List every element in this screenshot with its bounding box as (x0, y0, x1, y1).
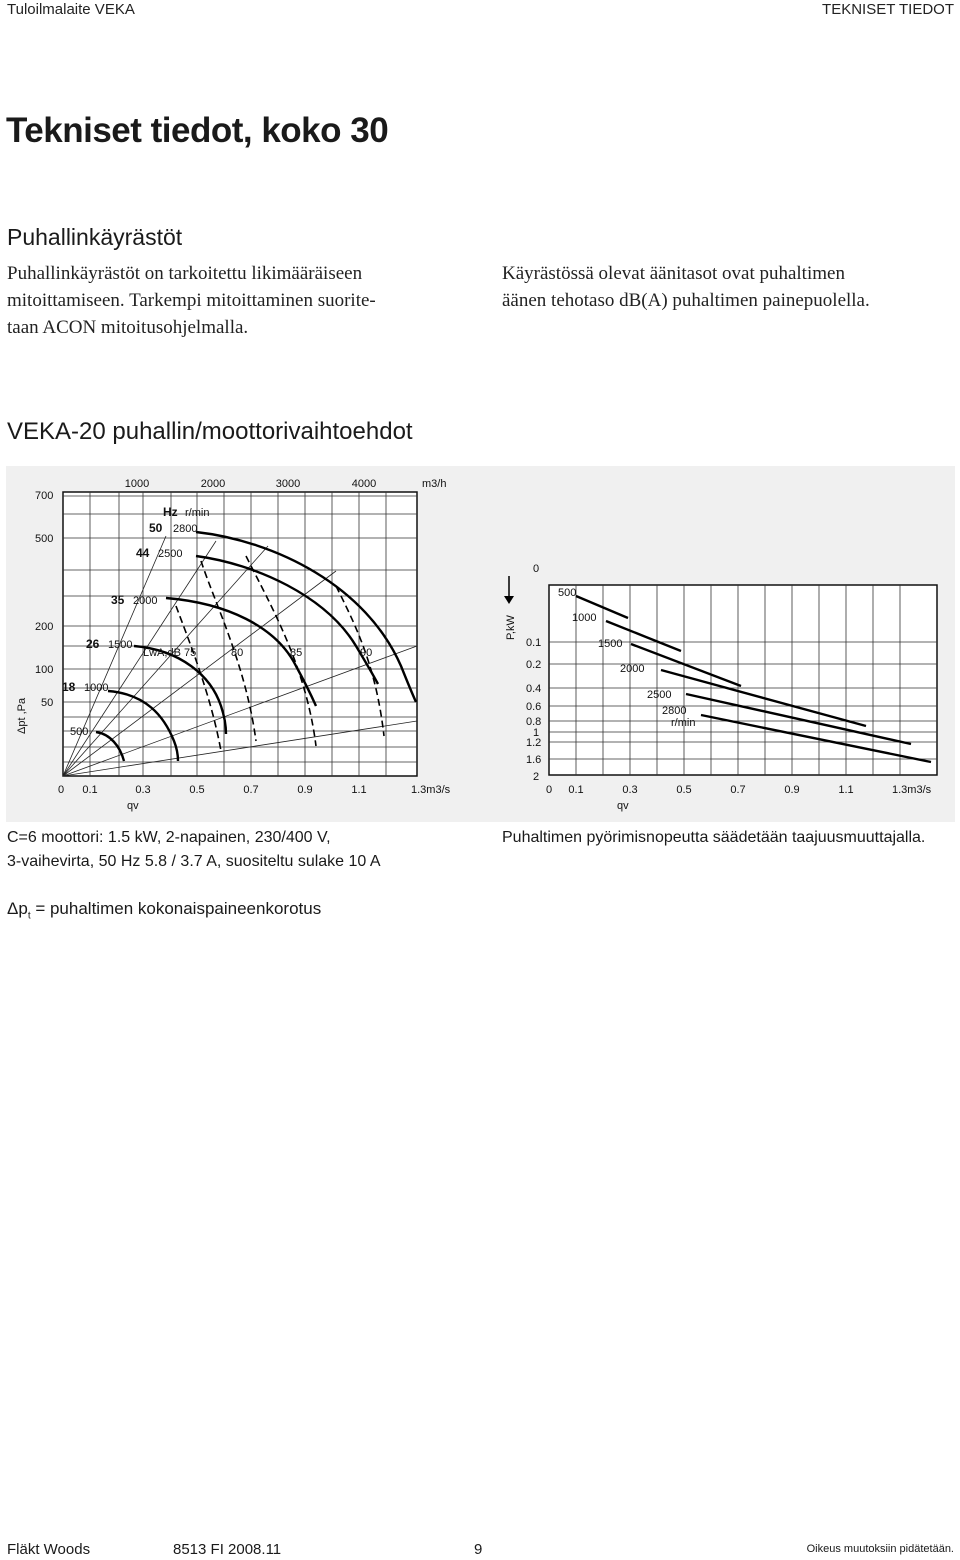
power-x-tick: 0.1 (568, 784, 584, 796)
curve-label-500: 500 (70, 726, 89, 738)
intro-line: mitoittamiseen. Tarkempi mitoittaminen suorite- (7, 290, 376, 311)
y-axis-label: Δpt ,Pa (16, 697, 28, 734)
power-x-tick: 1.1 (838, 784, 854, 796)
power-y-tick: 1.2 (526, 737, 542, 749)
lwa-80: 80 (231, 647, 244, 659)
definition-subscript: t (27, 910, 31, 922)
intro-paragraph-right (502, 260, 952, 314)
page-title: Tekniset tiedot, koko 30 (6, 111, 389, 150)
motor-caption (7, 826, 487, 874)
power-plot-area (549, 585, 937, 775)
power-y-tick: 2 (533, 771, 540, 783)
y-tick: 200 (35, 621, 54, 633)
y-tick: 100 (35, 664, 54, 676)
power-y-tick: 0.2 (526, 659, 542, 671)
x-tick: 0.5 (189, 784, 205, 796)
top-tick-4000: 4000 (351, 478, 377, 490)
fan-charts-svg (6, 466, 955, 822)
power-x-tick: 0.5 (676, 784, 692, 796)
series-hz-50: 50 (149, 521, 163, 535)
intro-paragraph-left (7, 260, 477, 341)
down-arrow-icon (504, 596, 514, 604)
power-y-axis-label: P,kW (505, 615, 517, 640)
series-rpm-1000: 1000 (84, 682, 109, 694)
power-y-tick: 0.6 (526, 701, 542, 713)
y-tick: 500 (35, 533, 54, 545)
header-right: TEKNISET TIEDOT (822, 1, 954, 18)
series-rpm-1500: 1500 (108, 639, 133, 651)
power-y-tick: 1 (533, 727, 540, 739)
definition-line (7, 897, 321, 928)
lwa-90: 90 (360, 647, 373, 659)
top-tick-2000: 2000 (200, 478, 226, 490)
series-hz-35: 35 (111, 593, 125, 607)
power-y-tick: 0.1 (526, 637, 542, 649)
section-heading: Puhallinkäyrästöt (7, 224, 183, 250)
top-axis-unit: m3/h (422, 478, 447, 490)
x-axis-label: qv (127, 800, 139, 812)
series-rpm-2800: 2800 (173, 523, 198, 535)
power-x-tick: 0.9 (784, 784, 800, 796)
pressure-plot-area (63, 492, 417, 776)
intro-line: taan ACON mitoitusohjelmalla. (7, 317, 249, 338)
footer-page: 9 (474, 1541, 483, 1558)
x-tick: 1.3m3/s (411, 784, 451, 796)
y-tick: 50 (41, 697, 54, 709)
lwa-85: 85 (290, 647, 303, 659)
intro-line: Käyrästössä olevat äänitasot ovat puhaltimen (502, 263, 845, 284)
power-y-tick: 0.4 (526, 683, 542, 695)
power-x-tick: 0.3 (622, 784, 638, 796)
footer-doc: 8513 FI 2008.11 (173, 1541, 282, 1558)
x-tick: 0.3 (135, 784, 151, 796)
series-rpm-2500: 2500 (158, 548, 183, 560)
y-tick: 700 (35, 490, 54, 502)
top-tick-3000: 3000 (275, 478, 301, 490)
power-x-tick: 0.7 (730, 784, 746, 796)
definition-symbol: Δp (7, 899, 28, 918)
footer-note: Oikeus muutoksiin pidätetään. (806, 1543, 954, 1555)
chart-section-title: VEKA-20 puhallin/moottorivaihtoehdot (7, 418, 413, 445)
power-x-tick: 1.3m3/s (892, 784, 932, 796)
series-hz-26: 26 (86, 637, 100, 651)
power-x-axis-label: qv (617, 800, 629, 812)
power-label-2000: 2000 (620, 663, 645, 675)
legend-hz-header: Hz (163, 505, 178, 519)
pressure-chart (16, 478, 451, 812)
power-y-tick: 0.8 (526, 716, 542, 728)
series-rpm-2000: 2000 (133, 595, 158, 607)
power-label-2800: 2800 (662, 705, 687, 717)
top-tick-1000: 1000 (124, 478, 150, 490)
x-tick: 0.1 (82, 784, 98, 796)
footer-company: Fläkt Woods (7, 1541, 91, 1558)
x-tick: 0 (57, 784, 65, 796)
lwa-label: LwA,dB 75 (143, 647, 197, 659)
legend-rpm-header: r/min (185, 507, 210, 519)
definition-text: = puhaltimen kokonaispaineenkorotus (35, 899, 322, 918)
x-tick: 0.9 (297, 784, 313, 796)
power-y-tick: 0 (533, 563, 540, 575)
x-tick: 0.7 (243, 784, 259, 796)
motor-caption-line: C=6 moottori: 1.5 kW, 2-napainen, 230/400 V, (7, 829, 331, 846)
x-tick: 1.1 (351, 784, 367, 796)
power-label-1000: 1000 (572, 612, 597, 624)
power-y-tick: 1.6 (526, 754, 542, 766)
power-label-2500: 2500 (647, 689, 672, 701)
intro-line: Puhallinkäyrästöt on tarkoitettu likimääräiseen (7, 263, 363, 284)
power-label-500: 500 (558, 587, 577, 599)
series-hz-18: 18 (62, 680, 76, 694)
power-chart (504, 563, 937, 812)
header-left: Tuloilmalaite VEKA (7, 1, 135, 18)
power-label-rpm-unit: r/min (671, 717, 696, 729)
chart-panel (6, 466, 955, 822)
power-x-tick: 0 (545, 784, 553, 796)
series-hz-44: 44 (136, 546, 150, 560)
motor-caption-line: 3-vaihevirta, 50 Hz 5.8 / 3.7 A, suositeltu sulake 10 A (7, 853, 381, 870)
power-label-1500: 1500 (598, 638, 623, 650)
speed-caption: Puhaltimen pyörimisnopeutta säädetään taajuusmuuttajalla. (502, 829, 926, 846)
intro-line: äänen tehotaso dB(A) puhaltimen painepuolella. (502, 290, 870, 311)
